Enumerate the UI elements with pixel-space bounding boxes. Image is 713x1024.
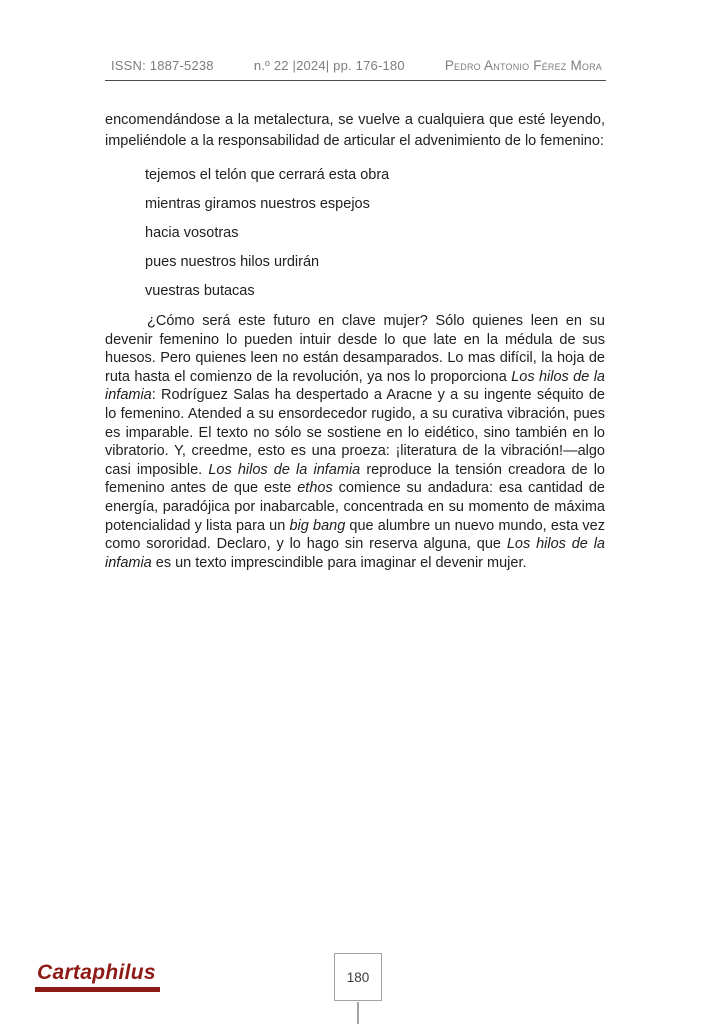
intro-paragraph: encomendándose a la metalectura, se vuelve a cualquiera que esté leyendo, impeliéndole a la responsabilidad de articular el advenimiento de lo femenino: xyxy=(105,112,605,149)
issue-info: n.º 22 |2024| pp. 176-180 xyxy=(253,58,405,73)
page-number-stem xyxy=(357,1002,359,1024)
page-header xyxy=(105,58,606,81)
verse-line: vuestras butacas xyxy=(145,283,255,299)
main-paragraph: ¿Cómo será este futuro en clave mujer? Sólo quienes leen en su devenir femenino lo pueden intuir desde lo que late en la médula de sus huesos. Pero quienes leen no están desamparados. Lo mas difícil, la hoja de ruta hasta el comienzo de la revolución, ya nos lo proporciona Los hilos de la infamia: Rodríguez Salas ha despertado a Aracne y a su ingente séquito de lo femenino. Atended a su ensordecedor rugido, a su curativa vibración, pues es imparable. El texto no sólo se sostiene en lo eidético, sino también en lo vibratorio. Y, creedme, esto es una proeza: ¡literatura de la vibración!—algo casi imposible. Los hilos de la infamia reproduce la tensión creadora de lo femenino antes de que este ethos comience su andadura: esa cantidad de energía, paradójica por inabarcable, concentrada en su momento de máxima potencialidad y lista para un big bang que alumbre un nuevo mundo, esta vez como sororidad. Declaro, y lo hago sin reserva alguna, que Los hilos de la infamia es un texto imprescindible para imaginar el devenir mujer. xyxy=(105,313,605,571)
journal-logo: Cartaphilus xyxy=(37,961,156,984)
verse-line: tejemos el telón que cerrará esta obra xyxy=(145,167,390,183)
verse-line: hacia vosotras xyxy=(145,225,239,241)
page-number: 180 xyxy=(346,969,370,985)
issn-label: ISSN: 1887-5238 xyxy=(111,58,214,73)
verse-block xyxy=(145,161,585,306)
verse-line: pues nuestros hilos urdirán xyxy=(145,254,320,270)
verse-line: mientras giramos nuestros espejos xyxy=(145,196,370,212)
journal-logo-underline xyxy=(35,987,160,992)
author-name: Pedro Antonio Férez Mora xyxy=(444,58,602,73)
page-number-box xyxy=(334,953,382,1001)
